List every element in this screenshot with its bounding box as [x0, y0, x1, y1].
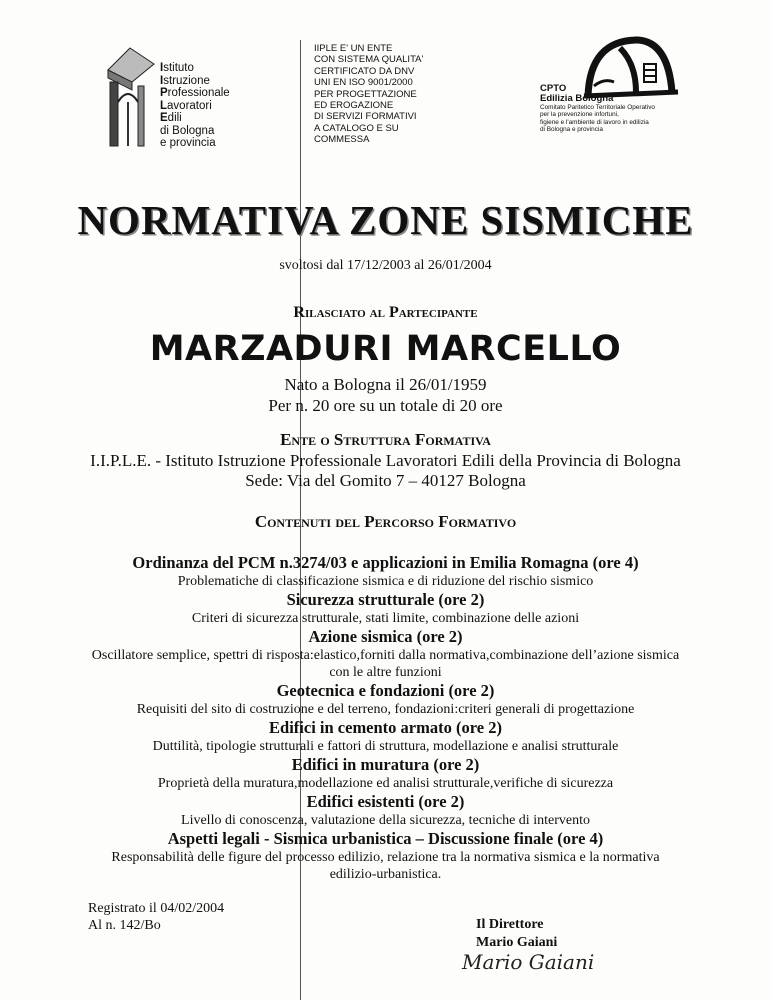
- iiple-line: Professionale: [160, 87, 230, 99]
- iiple-initial: I: [160, 74, 164, 87]
- entity-name: I.I.P.L.E. - Istituto Istruzione Professionale Lavoratori Edili della Provincia di Bologna: [90, 451, 681, 470]
- cert-line: PER PROGETTAZIONE: [314, 88, 417, 100]
- iiple-initial: I: [160, 62, 164, 74]
- contents-heading: Contenuti del Percorso Formativo: [254, 512, 517, 531]
- module-desc: Criteri di sicurezza strutturale, stati limite, combinazione delle azioni: [191, 611, 580, 626]
- hours-info: Per n. 20 ore su un totale di 20 ore: [268, 396, 503, 415]
- cpto-block: [540, 84, 655, 134]
- module-item: [0, 829, 771, 883]
- module-desc: Responsabilità delle figure del processo edilizio, relazione tra la normativa sismica e la normativa: [111, 850, 660, 865]
- iiple-name: [160, 62, 230, 150]
- cert-line: IIPLE E' UN ENTE: [314, 43, 393, 54]
- cert-line: ED EROGAZIONE: [314, 100, 394, 112]
- module-item: [0, 553, 771, 590]
- cpto-line: di Bologna e provincia: [540, 126, 603, 134]
- module-desc: edilizio-urbanistica.: [329, 867, 442, 882]
- issued-to-label: Rilasciato al Partecipante: [293, 304, 478, 321]
- cert-line: UNI EN ISO 9001/2000: [314, 77, 413, 89]
- cpto-line: Comitato Paritetico Territoriale Operativo: [540, 104, 655, 111]
- participant-name: MARZADURI MARCELLO: [149, 329, 622, 369]
- registration-date: Registrato il 04/02/2004: [88, 901, 225, 916]
- iiple-line: Lavoratori: [160, 99, 212, 112]
- module-title: Edifici in cemento armato (ore 2): [269, 718, 502, 737]
- module-desc: Proprietà della muratura,modellazione ed analisi strutturale,verifiche di sicurezza: [157, 776, 614, 791]
- birth-info: Nato a Bologna il 26/01/1959: [284, 375, 487, 394]
- director-signature: Mario Gaiani: [462, 950, 595, 974]
- iiple-initial: L: [160, 99, 168, 112]
- iiple-initial: E: [160, 112, 168, 124]
- module-title: Edifici in muratura (ore 2): [291, 755, 480, 774]
- module-title: Ordinanza del PCM n.3274/03 e applicazioni in Emilia Romagna (ore 4): [132, 553, 639, 572]
- cert-line: COMMESSA: [314, 134, 370, 146]
- module-desc: Livello di conoscenza, valutazione della sicurezza, tecniche di intervento: [181, 813, 590, 828]
- module-desc: Oscillatore semplice, spettri di risposta:elastico,forniti dalla normativa,combinazione dell’azione sismica: [91, 648, 680, 663]
- iiple-line: Edili: [160, 112, 182, 124]
- module-item: [0, 590, 771, 627]
- iiple-logo-icon: [104, 42, 156, 155]
- director-block: [476, 916, 557, 952]
- entity-address: Sede: Via del Gomito 7 – 40127 Bologna: [245, 471, 526, 490]
- cert-line: A CATALOGO E SU: [314, 122, 399, 134]
- iiple-line: Istruzione: [160, 74, 210, 87]
- cpto-subtitle: Edilizia Bologna: [540, 93, 614, 104]
- module-desc: Problematiche di classificazione sismica e di riduzione del rischio sismico: [177, 574, 594, 589]
- module-title: Azione sismica (ore 2): [308, 627, 463, 646]
- module-item: [0, 627, 771, 681]
- module-item: [0, 681, 771, 718]
- module-title: Geotecnica e fondazioni (ore 2): [276, 681, 495, 700]
- cert-line: CON SISTEMA QUALITA': [314, 54, 424, 66]
- module-desc: con le altre funzioni: [329, 665, 442, 680]
- iiple-line: Istituto: [160, 62, 194, 74]
- module-title: Aspetti legali - Sismica urbanistica – Discussione finale (ore 4): [167, 829, 604, 848]
- iiple-line: e provincia: [160, 137, 216, 149]
- registration-number: Al n. 142/Bo: [88, 918, 161, 933]
- cpto-title: CPTO: [540, 83, 567, 94]
- module-item: [0, 718, 771, 755]
- entity-heading: Ente o Struttura Formativa: [280, 430, 491, 449]
- modules-list: [0, 553, 771, 883]
- module-title: Sicurezza strutturale (ore 2): [286, 590, 485, 609]
- cert-line: CERTIFICATO DA DNV: [314, 65, 415, 77]
- director-title: Il Direttore: [476, 917, 544, 932]
- module-title: Edifici esistenti (ore 2): [306, 792, 465, 811]
- module-desc: Requisiti del sito di costruzione e del terreno, fondazioni:criteri generali di progettazione: [136, 702, 635, 717]
- cpto-line: figiene e l'ambiente di lavoro in edilizia: [540, 118, 649, 126]
- registration-block: [88, 900, 224, 934]
- module-desc: Duttilità, tipologie strutturali e fattori di struttura, modellazione e analisi strutturale: [152, 739, 619, 754]
- module-item: [0, 792, 771, 829]
- iiple-initial: P: [160, 87, 168, 99]
- cpto-line: per la prevenzione infortuni,: [540, 111, 619, 119]
- course-dates: svoltosi dal 17/12/2003 al 26/01/2004: [279, 258, 492, 273]
- certification-note: [314, 43, 423, 146]
- director-name: Mario Gaiani: [476, 935, 558, 950]
- certificate-title: NORMATIVA ZONE SISMICHE: [77, 197, 694, 243]
- iiple-line: di Bologna: [160, 124, 215, 137]
- cert-line: DI SERVIZI FORMATIVI: [314, 111, 417, 123]
- module-item: [0, 755, 771, 792]
